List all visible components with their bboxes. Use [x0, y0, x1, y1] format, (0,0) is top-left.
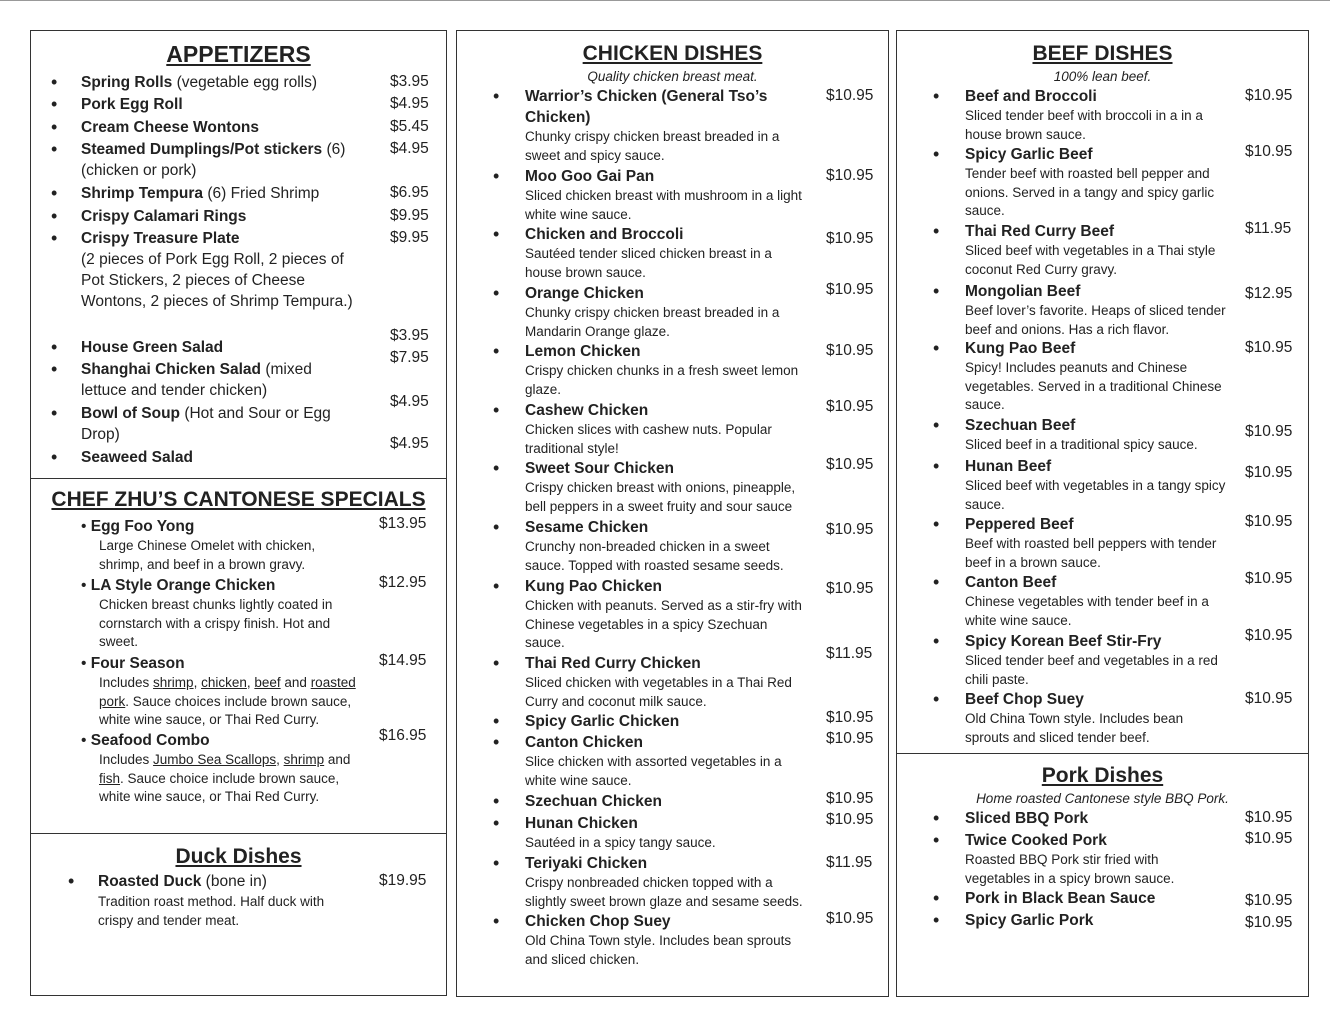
item-name: Sweet Sour Chicken [525, 460, 675, 477]
item-price: $10.95 [1245, 423, 1293, 440]
section-title: Pork Dishes [1041, 764, 1164, 787]
item-name: Roasted Duck [98, 873, 202, 890]
item-price: $10.95 [1245, 809, 1293, 826]
item-name: Orange Chicken [525, 285, 644, 302]
item-description: Sautéed in a spicy tangy sauce. [525, 835, 716, 850]
item-name: Lemon Chicken [525, 343, 641, 360]
bullet-icon: • [51, 447, 58, 467]
bullet-icon: • [493, 458, 500, 478]
item-price: $10.95 [1245, 339, 1293, 356]
item-name: Egg Foo Yong [90, 518, 195, 535]
item-name: Crispy Treasure Plate [81, 230, 240, 247]
item-price: $10.95 [826, 811, 874, 828]
bullet-icon: • [933, 338, 940, 358]
bullet-icon: • [933, 830, 940, 850]
item-name: Spicy Garlic Chicken [525, 713, 680, 730]
bullet-icon: • [933, 144, 940, 164]
item-description: Old China Town style. Includes bean sprouts and sliced tender beef. [965, 711, 1184, 745]
item-description: Sliced beef with vegetables in a Thai style coconut Red Curry gravy. [965, 243, 1216, 277]
item-price: $12.95 [379, 574, 427, 591]
item-description: Chunky crispy chicken breast breaded in a sweet and spicy sauce. [525, 129, 780, 163]
bullet-icon: • [493, 853, 500, 873]
bullet-icon: • [933, 888, 940, 908]
item-description: Chicken with peanuts. Served as a stir-fry with Chinese vegetables in a spicy Szechuan sauce. [525, 598, 802, 650]
bullet-icon: • [51, 94, 58, 114]
item-name: Spicy Garlic Pork [965, 912, 1094, 929]
item-name: Szechuan Chicken [525, 793, 662, 810]
item-price: $12.95 [1245, 285, 1293, 302]
item-name: Chicken Chop Suey [525, 913, 671, 930]
section-subtitle: Quality chicken breast meat. [587, 69, 758, 84]
item-name: Mongolian Beef [965, 283, 1081, 300]
item-price: $10.95 [826, 521, 874, 538]
item-price: $11.95 [826, 854, 873, 871]
section-subtitle: Home roasted Cantonese style BBQ Pork. [976, 791, 1229, 806]
bullet-icon: • [68, 871, 75, 891]
item-description: Sliced beef with vegetables in a tangy spicy sauce. [965, 478, 1226, 512]
item-name: Seaweed Salad [81, 449, 194, 466]
bullet-icon: • [493, 732, 500, 752]
item-description: Chinese vegetables with tender beef in a white wine sauce. [965, 594, 1209, 628]
item-name: Szechuan Beef [965, 417, 1076, 434]
item-price: $10.95 [1245, 513, 1293, 530]
item-price: $10.95 [826, 580, 874, 597]
top-rule [0, 0, 1330, 1]
item-name: Spring Rolls [81, 74, 173, 91]
appetizers-section [31, 41, 446, 67]
item-price: $4.95 [390, 140, 429, 157]
bullet-icon: • [933, 456, 940, 476]
item-price: $10.95 [1245, 143, 1293, 160]
item-price: $4.95 [390, 393, 429, 410]
section-title: Duck Dishes [175, 845, 302, 868]
item-price: $9.95 [390, 207, 429, 224]
item-name: Twice Cooked Pork [965, 832, 1107, 849]
item-price: $16.95 [379, 727, 427, 744]
item-price: $10.95 [826, 730, 874, 747]
item-price: $5.45 [390, 118, 429, 135]
item-price: $10.95 [826, 87, 874, 104]
item-description: Includes shrimp, chicken, beef and roasted pork. Sauce choices include brown sauce, white wine sauce, or Thai Red Curry. [99, 675, 356, 727]
item-name: Sliced BBQ Pork [965, 810, 1089, 827]
item-name: Pork Egg Roll [81, 96, 183, 113]
item-price: $3.95 [390, 73, 429, 90]
item-name: Shanghai Chicken Salad [81, 361, 262, 378]
item-description: Sliced tender beef with broccoli in a in a house brown sauce. [965, 108, 1203, 142]
item-description: Tender beef with roasted bell pepper and onions. Served in a tangy and spicy garlic sauce. [965, 166, 1215, 218]
duck-section [31, 844, 446, 870]
section-title: APPETIZERS [166, 41, 311, 67]
bullet-icon: • [493, 813, 500, 833]
bullet-icon: • [933, 572, 940, 592]
right-column [896, 30, 1309, 997]
item-name: LA Style Orange Chicken [90, 577, 276, 594]
bullet-icon: • [493, 711, 500, 731]
item-price: $10.95 [826, 790, 874, 807]
item-price: $10.95 [1245, 830, 1293, 847]
item-name: Canton Beef [965, 574, 1057, 591]
item-extra: (Hot and Sour or Egg Drop) [81, 405, 331, 443]
section-title: CHICKEN DISHES [582, 42, 763, 65]
item-name: Cashew Chicken [525, 402, 649, 419]
divider [31, 833, 446, 834]
bullet-icon: • [933, 86, 940, 106]
item-extra: (6) Fried Shrimp [203, 185, 320, 202]
item-price: $14.95 [379, 652, 427, 669]
bullet-icon: • [493, 283, 500, 303]
item-price: $10.95 [826, 230, 874, 247]
item-name: Sesame Chicken [525, 519, 649, 536]
item-price: $10.95 [1245, 627, 1293, 644]
item-description: Crispy nonbreaded chicken topped with a slightly sweet brown glaze and sesame seeds. [525, 875, 803, 909]
bullet-icon: • [493, 400, 500, 420]
item-price: $10.95 [826, 281, 874, 298]
bullet-icon: • [933, 910, 940, 930]
item-name: Seafood Combo [90, 732, 210, 749]
item-name: Hunan Beef [965, 458, 1052, 475]
bullet-icon: • [51, 206, 58, 226]
item-description: Crispy chicken breast with onions, pineapple, bell peppers in a sweet fruity and sour sauce [525, 480, 796, 514]
item-name: Crispy Calamari Rings [81, 208, 247, 225]
item-description: Tradition roast method. Half duck with crispy and tender meat. [98, 894, 325, 928]
item-name: Beef and Broccoli [965, 88, 1097, 105]
item-price: $13.95 [379, 515, 427, 532]
item-price: $10.95 [826, 709, 874, 726]
item-name: Thai Red Curry Beef [965, 223, 1115, 240]
item-name: Hunan Chicken [525, 815, 638, 832]
item-price: $10.95 [1245, 914, 1293, 931]
bullet-icon: • [51, 337, 58, 357]
item-price: $7.95 [390, 349, 429, 366]
item-name: Pork in Black Bean Sauce [965, 890, 1156, 907]
item-description: Sliced chicken with vegetables in a Thai Red Curry and coconut milk sauce. [525, 675, 792, 709]
bullet-icon: • [933, 514, 940, 534]
bullet-icon: • [51, 117, 58, 137]
item-description: Chunky crispy chicken breast breaded in a Mandarin Orange glaze. [525, 305, 780, 339]
bullet-icon: • [933, 631, 940, 651]
item-name: Thai Red Curry Chicken [525, 655, 701, 672]
item-name: Four Season [90, 655, 185, 672]
item-price: $10.95 [1245, 892, 1293, 909]
item-description: Sautéed tender sliced chicken breast in a house brown sauce. [525, 246, 772, 280]
bullet-icon: • [51, 183, 58, 203]
divider [31, 478, 446, 479]
bullet-icon: • [933, 808, 940, 828]
item-price: $19.95 [379, 872, 427, 889]
bullet-icon: • [493, 791, 500, 811]
item-price: $10.95 [1245, 570, 1293, 587]
item-extra: (mixed lettuce and tender chicken) [81, 361, 312, 399]
section-title: CHEF ZHU’S CANTONESE SPECIALS [51, 488, 426, 511]
item-name: Beef Chop Suey [965, 691, 1084, 708]
item-description: Chicken breast chunks lightly coated in cornstarch with a crispy finish. Hot and sweet. [99, 597, 333, 649]
divider [897, 753, 1308, 754]
item-price: $10.95 [1245, 690, 1293, 707]
item-name: Chicken and Broccoli [525, 226, 684, 243]
pork-section-header [897, 763, 1308, 808]
item-extra: (2 pieces of Pork Egg Roll, 2 pieces of Pot Stickers, 2 pieces of Cheese Wontons, 2 pieces of Shrimp Tempura.) [81, 251, 353, 310]
item-name: House Green Salad [81, 339, 224, 356]
item-price: $3.95 [390, 327, 429, 344]
chicken-column [456, 30, 889, 997]
bullet-icon: • [51, 403, 58, 423]
specials-section [31, 487, 446, 513]
item-description: Large Chinese Omelet with chicken, shrimp, and beef in a brown gravy. [99, 538, 316, 572]
item-price: $10.95 [826, 167, 874, 184]
bullet-icon: • [493, 576, 500, 596]
item-description: Beef with roasted bell peppers with tender beef in a brown sauce. [965, 536, 1217, 570]
item-extra: (vegetable egg rolls) [172, 74, 318, 91]
item-name: Cream Cheese Wontons [81, 119, 260, 136]
item-description: Chicken slices with cashew nuts. Popular traditional style! [525, 422, 772, 456]
item-price: $11.95 [826, 645, 873, 662]
item-extra: (6) (chicken or pork) [81, 141, 346, 179]
item-name: Moo Goo Gai Pan [525, 168, 655, 185]
bullet-icon: • [51, 139, 58, 159]
bullet-icon: • [933, 221, 940, 241]
item-description: Beef lover’s favorite. Heaps of sliced tender beef and onions. Has a rich flavor. [965, 303, 1226, 337]
item-name: Canton Chicken [525, 734, 643, 751]
bullet-icon: • [493, 341, 500, 361]
bullet-icon: • [493, 517, 500, 537]
item-name: Spicy Garlic Beef [965, 146, 1093, 163]
item-name: Warrior’s Chicken (General Tso’s Chicken) [525, 88, 768, 126]
item-description: Crunchy non-breaded chicken in a sweet sauce. Topped with roasted sesame seeds. [525, 539, 784, 573]
bullet-icon: • [493, 653, 500, 673]
item-name: Bowl of Soup [81, 405, 181, 422]
item-price: $10.95 [826, 910, 874, 927]
item-description: Sliced beef in a traditional spicy sauce. [965, 437, 1198, 452]
item-description: Slice chicken with assorted vegetables in a white wine sauce. [525, 754, 782, 788]
chicken-section-header [457, 41, 888, 86]
item-description: Roasted BBQ Pork stir fried with vegetables in a spicy brown sauce. [965, 852, 1175, 886]
bullet-icon: • [933, 415, 940, 435]
item-name: Kung Pao Beef [965, 340, 1076, 357]
item-description: Sliced chicken breast with mushroom in a light white wine sauce. [525, 188, 802, 222]
item-price: $10.95 [826, 342, 874, 359]
item-description: Includes Jumbo Sea Scallops, shrimp and fish. Sauce choice include brown sauce, white wine sauce, or Thai Red Curry. [99, 752, 351, 804]
item-name: Kung Pao Chicken [525, 578, 662, 595]
beef-section-header [897, 41, 1308, 86]
item-description: Sliced tender beef and vegetables in a red chili paste. [965, 653, 1218, 687]
item-name: Spicy Korean Beef Stir-Fry [965, 633, 1162, 650]
item-price: $10.95 [826, 398, 874, 415]
left-column: APPETIZERS • Spring Rolls (vegetable egg rolls) $3.95 • Pork Egg Roll $4.95 • Cream Cheese Wontons $5.45 • Steamed Dumplings/Pot stickers (6) (chicken or pork) $4.95 • Shrimp Tempura (6) Fried Shrimp $6.95 • Crispy Calamari Rings $9.95 • Crispy Treasure Plate (2 pieces of Pork Egg Roll, 2 pieces of Pot Stickers, 2 pieces of Cheese Wontons, 2 pieces of Shrimp Tempura.) $9.95 • House Green Salad $3.95 • Shanghai Chicken Salad (mixed lettuce and tender chicken) $7.95 • Bowl of Soup (Hot and Sour or Egg Drop) $4.95 • Seaweed Salad $4.95 CHEF ZHU’S CANTONESE SPECIALS • Egg Foo Yong $13.95 Large Chinese Omelet with chicken, shrimp, and beef in a brown gravy. • LA Style Orange Chicken $12.95 Chicken breast chunks lightly coated in cornstarch with a crispy finish. Hot and sweet. • Four Season $14.95 Includes shrimp, chicken, beef and roasted pork. Sauce choices include brown sauce, white wine sauce, or Thai Red Curry. • Seafood Combo $16.95 Includes Jumbo Sea Scallops, shrimp and fish. Sauce choice include brown sauce, white wine sauce, or Thai Red Curry. Duck Dishes • Roasted Duck (bone in) $19.95 Tradition roast method. Half duck with crispy and tender meat. [30, 30, 447, 996]
bullet-icon: • [51, 72, 58, 92]
item-name: Peppered Beef [965, 516, 1074, 533]
bullet-icon: • [933, 281, 940, 301]
item-price: $10.95 [1245, 464, 1293, 481]
item-name: Shrimp Tempura [81, 185, 204, 202]
bullet-icon: • [493, 86, 500, 106]
bullet-icon: • [493, 224, 500, 244]
bullet-icon: • [51, 228, 58, 248]
item-price: $11.95 [1245, 220, 1292, 237]
bullet-icon: • [51, 359, 58, 379]
item-price: $10.95 [1245, 87, 1293, 104]
item-price: $6.95 [390, 184, 429, 201]
item-price: $10.95 [826, 456, 874, 473]
section-title: BEEF DISHES [1032, 42, 1173, 65]
section-subtitle: 100% lean beef. [1053, 69, 1152, 84]
item-extra: (bone in) [201, 873, 267, 890]
item-price: $4.95 [390, 95, 429, 112]
bullet-icon: • [493, 911, 500, 931]
item-description: Crispy chicken chunks in a fresh sweet lemon glaze. [525, 363, 799, 397]
item-name: Teriyaki Chicken [525, 855, 648, 872]
bullet-icon: • [493, 166, 500, 186]
item-price: $4.95 [390, 435, 429, 452]
item-price: $9.95 [390, 229, 429, 246]
bullet-icon: • [933, 689, 940, 709]
item-description: Old China Town style. Includes bean sprouts and sliced chicken. [525, 933, 792, 967]
item-name: Steamed Dumplings/Pot stickers [81, 141, 323, 158]
item-description: Spicy! Includes peanuts and Chinese vegetables. Served in a traditional Chinese sauce. [965, 360, 1222, 412]
